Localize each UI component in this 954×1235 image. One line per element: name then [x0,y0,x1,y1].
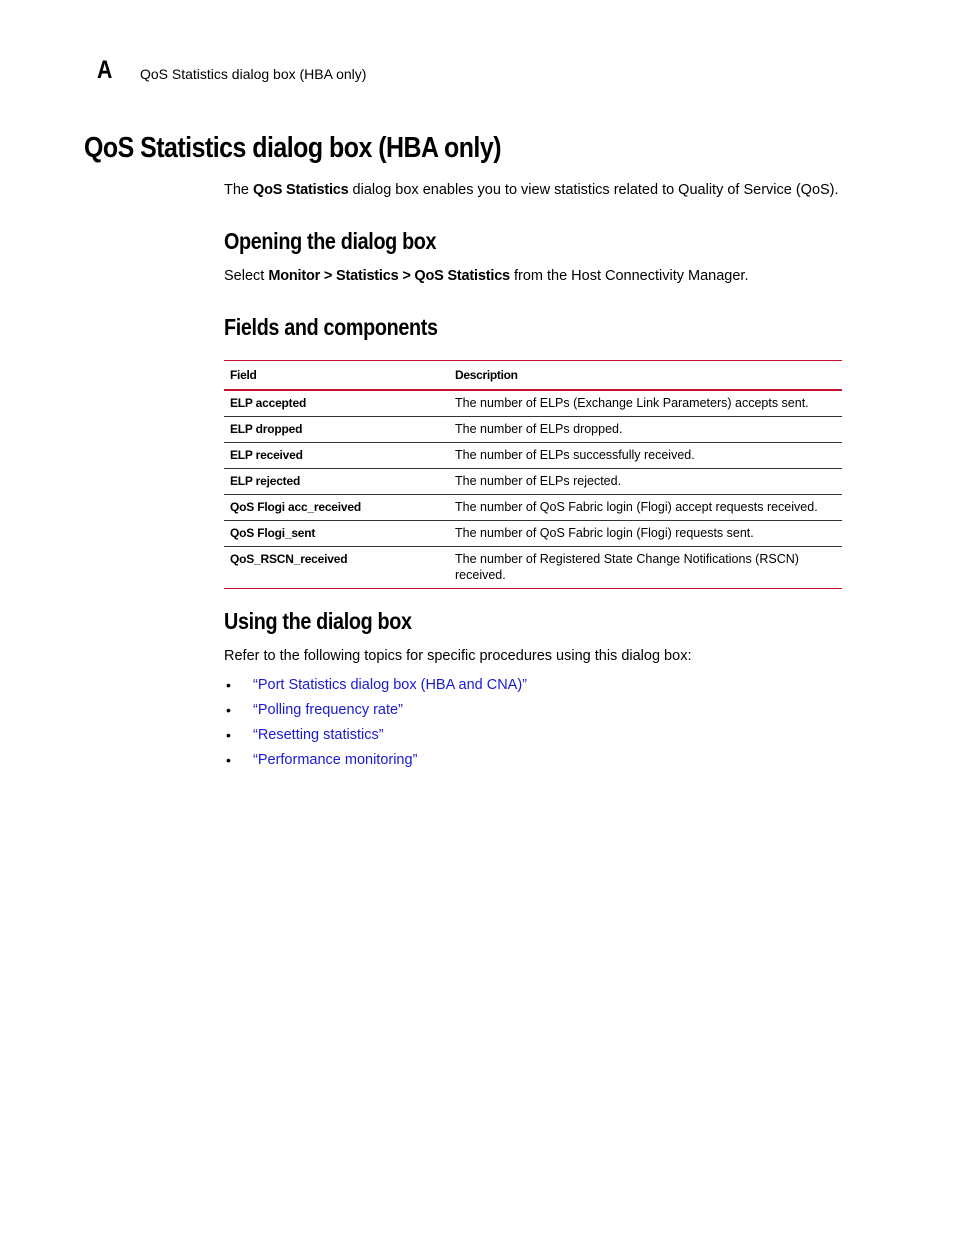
heading-using: Using the dialog box [224,608,412,634]
list-item [224,749,527,774]
opening-post: from the Host Connectivity Manager. [509,268,749,284]
field-description: The number of QoS Fabric login (Flogi) requests sent. [449,521,842,547]
page-title: QoS Statistics dialog box (HBA only) [84,132,501,164]
field-name: ELP dropped [224,417,449,443]
field-name: QoS Flogi_sent [224,521,449,547]
table-row [224,469,842,495]
topic-link-list [224,674,527,774]
field-description: The number of ELPs rejected. [449,469,842,495]
bullet-icon: • [226,702,231,718]
column-header-description: Description [449,361,842,391]
field-description: The number of ELPs dropped. [449,417,842,443]
link-polling-frequency[interactable]: “Polling frequency rate” [253,702,403,718]
bullet-icon: • [226,727,231,743]
link-resetting-statistics[interactable]: “Resetting statistics” [253,727,384,743]
field-name: QoS Flogi acc_received [224,495,449,521]
list-item [224,699,527,724]
field-description: The number of Registered State Change Notifications (RSCN) received. [455,552,799,582]
intro-bold: QoS Statistics [253,182,349,198]
opening-paragraph [224,268,749,284]
table-row [224,547,842,589]
field-description: The number of QoS Fabric login (Flogi) accept requests received. [449,495,842,521]
table-row [224,443,842,469]
field-name: ELP rejected [224,469,449,495]
link-performance-monitoring[interactable]: “Performance monitoring” [253,752,418,768]
using-paragraph: Refer to the following topics for specific procedures using this dialog box: [224,648,692,664]
opening-pre: Select [224,268,269,284]
heading-fields: Fields and components [224,314,438,340]
table-row [224,495,842,521]
intro-paragraph [224,182,839,198]
field-name: ELP received [224,443,449,469]
table-row [224,390,842,417]
running-header: QoS Statistics dialog box (HBA only) [140,66,367,82]
table-row [224,521,842,547]
field-name: QoS_RSCN_received [230,552,348,566]
intro-pre: The [224,182,254,198]
heading-opening: Opening the dialog box [224,228,437,254]
list-item [224,724,527,749]
table-header-row [224,361,842,391]
list-item [224,674,527,699]
table-row [224,417,842,443]
link-port-statistics[interactable]: “Port Statistics dialog box (HBA and CNA)” [253,677,527,693]
menu-path: Monitor > Statistics > QoS Statistics [268,268,510,284]
bullet-icon: • [226,677,231,693]
fields-table [224,360,842,589]
appendix-letter: A [97,56,113,84]
bullet-icon: • [226,752,231,768]
field-description: The number of ELPs successfully received. [449,443,842,469]
field-name: ELP accepted [224,390,449,417]
field-description: The number of ELPs (Exchange Link Parameters) accepts sent. [449,390,842,417]
column-header-field: Field [224,361,449,391]
intro-post: dialog box enables you to view statistics related to Quality of Service (QoS). [348,182,839,198]
